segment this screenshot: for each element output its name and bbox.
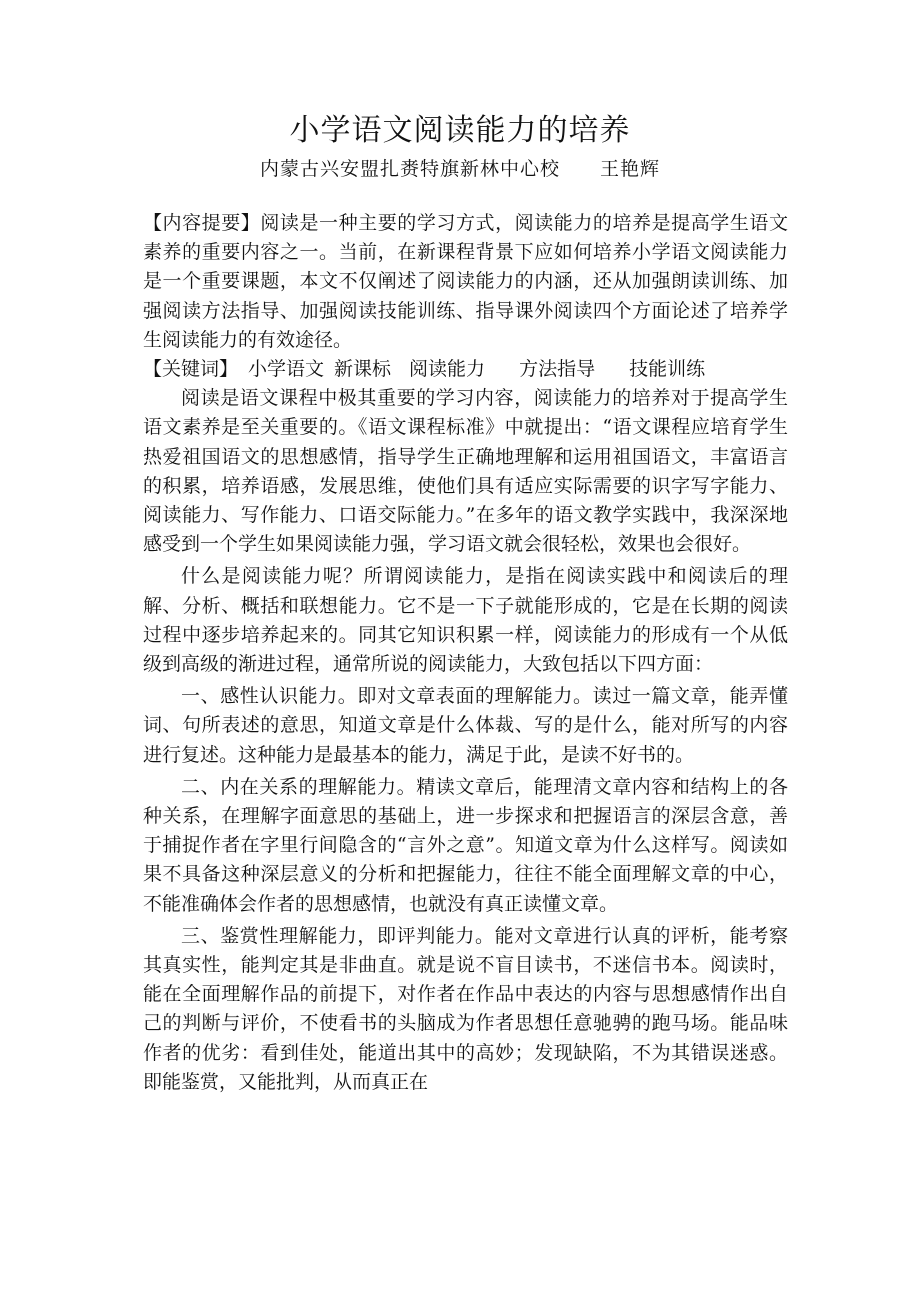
keyword: 小学语文 (248, 358, 325, 381)
keywords (143, 355, 788, 384)
keyword: 新课标 (334, 358, 392, 381)
keyword: 方法指导 (519, 358, 596, 381)
keyword: 技能训练 (629, 358, 706, 381)
abstract-label: 【内容提要】 (143, 212, 261, 234)
body-paragraph: 一、感性认识能力。即对文章表面的理解能力。读过一篇文章，能弄懂词、句所表述的意思，知道文章是什么体裁、写的是什么，能对所写的内容进行复述。这种能力是最基本的能力，满足于此，是读不好书的。 (143, 685, 788, 766)
school-name: 内蒙古兴安盟扎赉特旗新林中心校 (259, 158, 560, 180)
body-paragraph: 什么是阅读能力呢？所谓阅读能力，是指在阅读实践中和阅读后的理解、分析、概括和联想能力。它不是一下子就能形成的，它是在长期的阅读过程中逐步培养起来的。同其它知识积累一样，阅读能力的形成有一个从低级到高级的渐进过程，通常所说的阅读能力，大致包括以下四方面： (143, 565, 788, 676)
keywords-label: 【关键词】 (143, 358, 239, 381)
abstract (143, 209, 788, 355)
keyword: 阅读能力 (409, 358, 486, 381)
page-title: 小学语文阅读能力的培养 (289, 113, 631, 148)
abstract-text: 阅读是一种主要的学习方式，阅读能力的培养是提高学生语文素养的重要内容之一。当前，在新课程背景下应如何培养小学语文阅读能力是一个重要课题，本文不仅阐述了阅读能力的内涵，还从加强朗读训练、加强阅读方法指导、加强阅读技能训练、指导课外阅读四个方面论述了培养学生阅读能力的有效途径。 (143, 212, 788, 351)
body-paragraph: 三、鉴赏性理解能力，即评判能力。能对文章进行认真的评析，能考察其真实性，能判定其是非曲直。就是说不盲目读书，不迷信书本。阅读时，能在全面理解作品的前提下，对作者在作品中表达的内容与思想感情作出自己的判断与评价，不使看书的头脑成为作者思想任意驰骋的跑马场。能品味作者的优劣：看到佳处，能道出其中的高妙；发现缺陷，不为其错误迷惑。即能鉴赏，又能批判，从而真正在 (143, 924, 788, 1093)
body-paragraph: 阅读是语文课程中极其重要的学习内容，阅读能力的培养对于提高学生语文素养是至关重要的。《语文课程标准》中就提出：“语文课程应培育学生热爱祖国语文的思想感情，指导学生正确地理解和运用祖国语文，丰富语言的积累，培养语感，发展思维，使他们具有适应实际需要的识字写字能力、阅读能力、写作能力、口语交际能力。”在多年的语文教学实践中，我深深地感受到一个学生如果阅读能力强，学习语文就会很轻松，效果也会很好。 (143, 387, 788, 556)
author-name: 王艳辉 (600, 158, 661, 180)
body-paragraph: 二、内在关系的理解能力。精读文章后，能理清文章内容和结构上的各种关系，在理解字面意思的基础上，进一步探求和把握语言的深层含意，善于捕捉作者在字里行间隐含的“言外之意”。知道文章为什么这样写。阅读如果不具备这种深层意义的分析和把握能力，往往不能全面理解文章的中心，不能准确体会作者的思想感情，也就没有真正读懂文章。 (143, 775, 788, 915)
author-line (0, 154, 920, 184)
body-text (143, 209, 788, 1097)
